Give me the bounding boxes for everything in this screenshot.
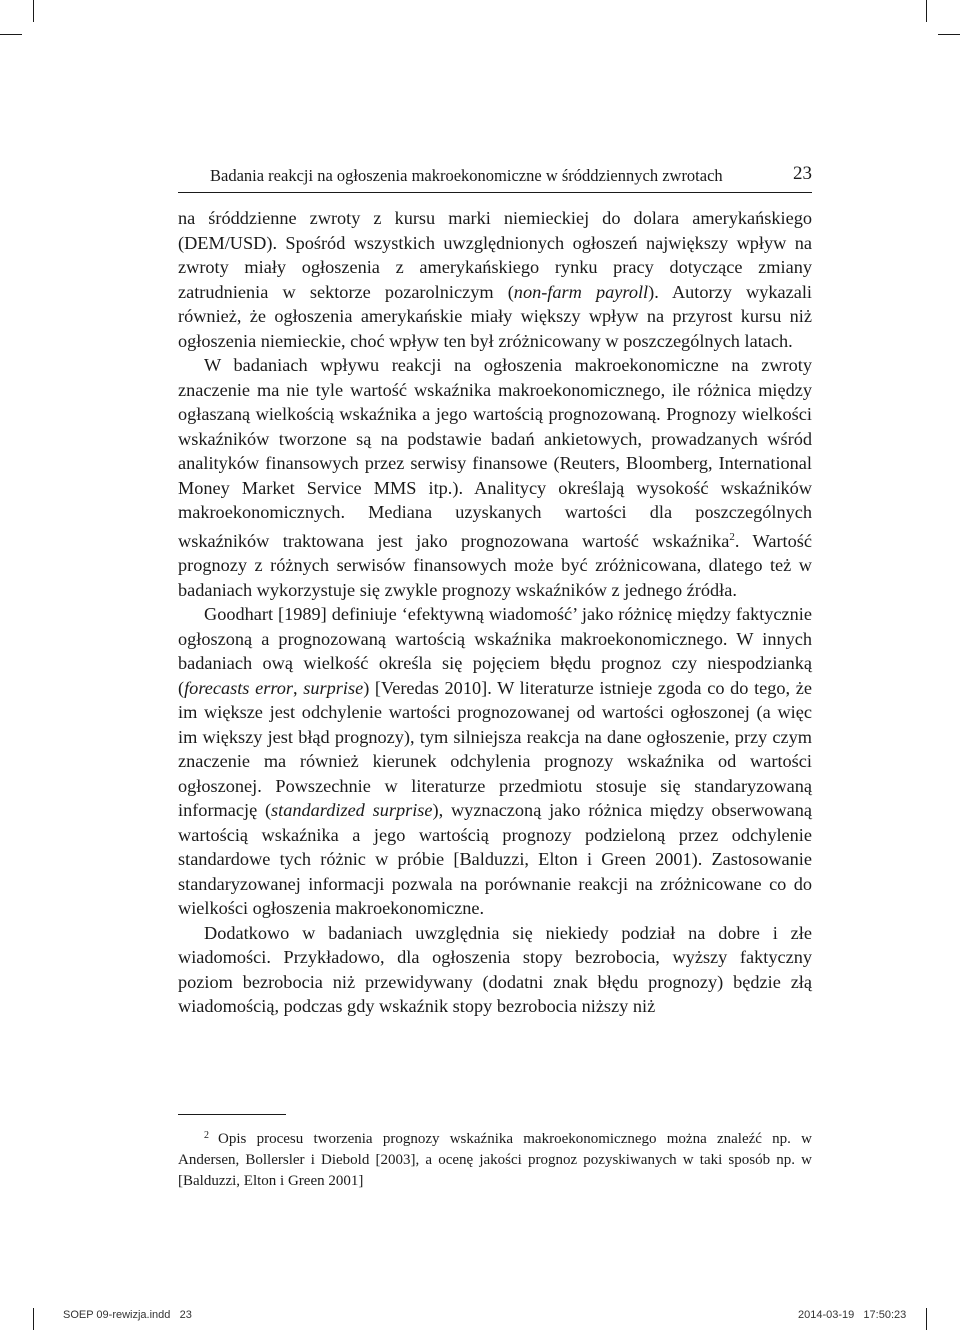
paragraph <box>178 206 812 353</box>
crop-mark <box>33 0 34 22</box>
paragraph <box>178 602 812 921</box>
running-header-title: Badania reakcji na ogłoszenia makroekonomiczne w śróddziennych zwrotach <box>210 166 723 185</box>
footnote <box>178 1125 812 1192</box>
footnote-reference: 2 <box>729 530 735 543</box>
crop-mark <box>926 0 927 22</box>
text-run: ). Autorzy wykazali również, że ogłoszenia amerykańskie miały większy wpływ na przyrost kursu niż ogłoszenia niemieckie, choć wpływ ten był zróżnicowany w poszczególnych latach. <box>178 281 812 351</box>
slug-timestamp: 2014-03-19 17:50:23 <box>798 1309 907 1321</box>
body-text <box>178 206 812 1019</box>
text-run: Goodhart [1989] definiuje ‘efektywną wiadomość’ jako różnicę między faktycznie ogłoszoną a prognozowaną wartością wskaźnika makroekonomicznego. W innych badaniach ową wielkość określa się pojęciem błędu prognoz czy niespodzianką ( <box>178 604 812 698</box>
page-number: 23 <box>793 163 812 184</box>
footnote-separator <box>178 1114 286 1115</box>
running-header <box>178 163 812 193</box>
print-slug <box>0 1300 960 1330</box>
paragraph <box>178 353 812 602</box>
text-run: ), wyznaczoną jako różnica między obserwowaną wartością wskaźnika a jego wartością prognozy podzieloną przez odchylenie standardowe tych różnic w próbie [Balduzzi, Elton i Green 2001). Zastosowanie standaryzowanej informacji pozwala na porównanie reakcji na zróżnicowane co do wielkości ogłoszenia makroekonomiczne. <box>178 800 812 919</box>
paragraph <box>178 921 812 1019</box>
footnote-mark: 2 <box>204 1130 209 1141</box>
text-run: . Wartość prognozy z różnych serwisów finansowych może być zróżnicowana, dlatego też w badaniach wykorzystuje się zwykle prognozy wskaźników z jednego źródła. <box>178 530 812 600</box>
crop-mark <box>0 34 22 35</box>
slug-filename: SOEP 09-rewizja.indd 23 <box>63 1309 192 1321</box>
footnote-text: Opis procesu tworzenia prognozy wskaźnika makroekonomicznego można znaleźć np. w Andersen, Bollersler i Diebold [2003], a ocenę jakości prognoz pozyskiwanych w taki sposób np. w [Balduzzi, Elton i Green 2001] <box>178 1131 812 1189</box>
text-run: Dodatkowo w badaniach uwzględnia się niekiedy podział na dobre i złe wiadomości. Przykładowo, dla ogłoszenia stopy bezrobocia, wyższy faktyczny poziom bezrobocia niż przewidywany (dodatni znak błędu prognozy) będzie złą wiadomością, podczas gdy wskaźnik stopy bezrobocia niższy niż <box>178 922 812 1017</box>
italic-term: standardized surprise <box>271 800 433 821</box>
italic-term: surprise <box>303 677 364 698</box>
text-run: ) [Veredas 2010]. W literaturze istnieje zgoda co do tego, że im większe jest odchylenie wartości prognozowanej od wartości ogłoszonej (a więc im większy jest błąd prognozy), tym silniejsza reakcja na dane ogłoszenie, przy czym znaczenie ma również kierunek odchylenia prognozy wskaźnika od wartości ogłoszonej. Powszechnie w literaturze przedmiotu stosuje się standaryzowaną informację ( <box>178 677 812 821</box>
italic-term: non-farm payroll <box>513 281 649 302</box>
text-run: na śróddzienne zwroty z kursu marki niemieckiej do dolara amerykańskiego (DEM/USD). Spośród wszystkich uwzględnionych ogłoszeń największy wpływ na zwroty miały ogłoszenia z amerykańskiego rynku pracy dotyczące zmiany zatrudnienia w sektorze pozarolniczym ( <box>178 208 812 302</box>
italic-term: forecasts error <box>184 677 294 698</box>
text-run: , <box>293 677 304 698</box>
crop-mark <box>938 34 960 35</box>
text-run: W badaniach wpływu reakcji na ogłoszenia makroekonomiczne na zwroty znaczenie ma nie tyle wartość wskaźnika makroekonomicznego, ile różnica między ogłaszaną wielkością wskaźnika a jego wartością prognozowaną. Prognozy wielkości wskaźników tworzone są na podstawie badań ankietowych, prowadzanych wśród analityków finansowych przez serwisy finansowe (Reuters, Bloomberg, International Money Market Service MMS itp.). Analitycy określają wysokość wskaźników makroekonomicznych. Mediana uzyskanych wartości dla poszczególnych wskaźników traktowana jest jako prognozowana wartość wskaźnika <box>178 355 812 551</box>
